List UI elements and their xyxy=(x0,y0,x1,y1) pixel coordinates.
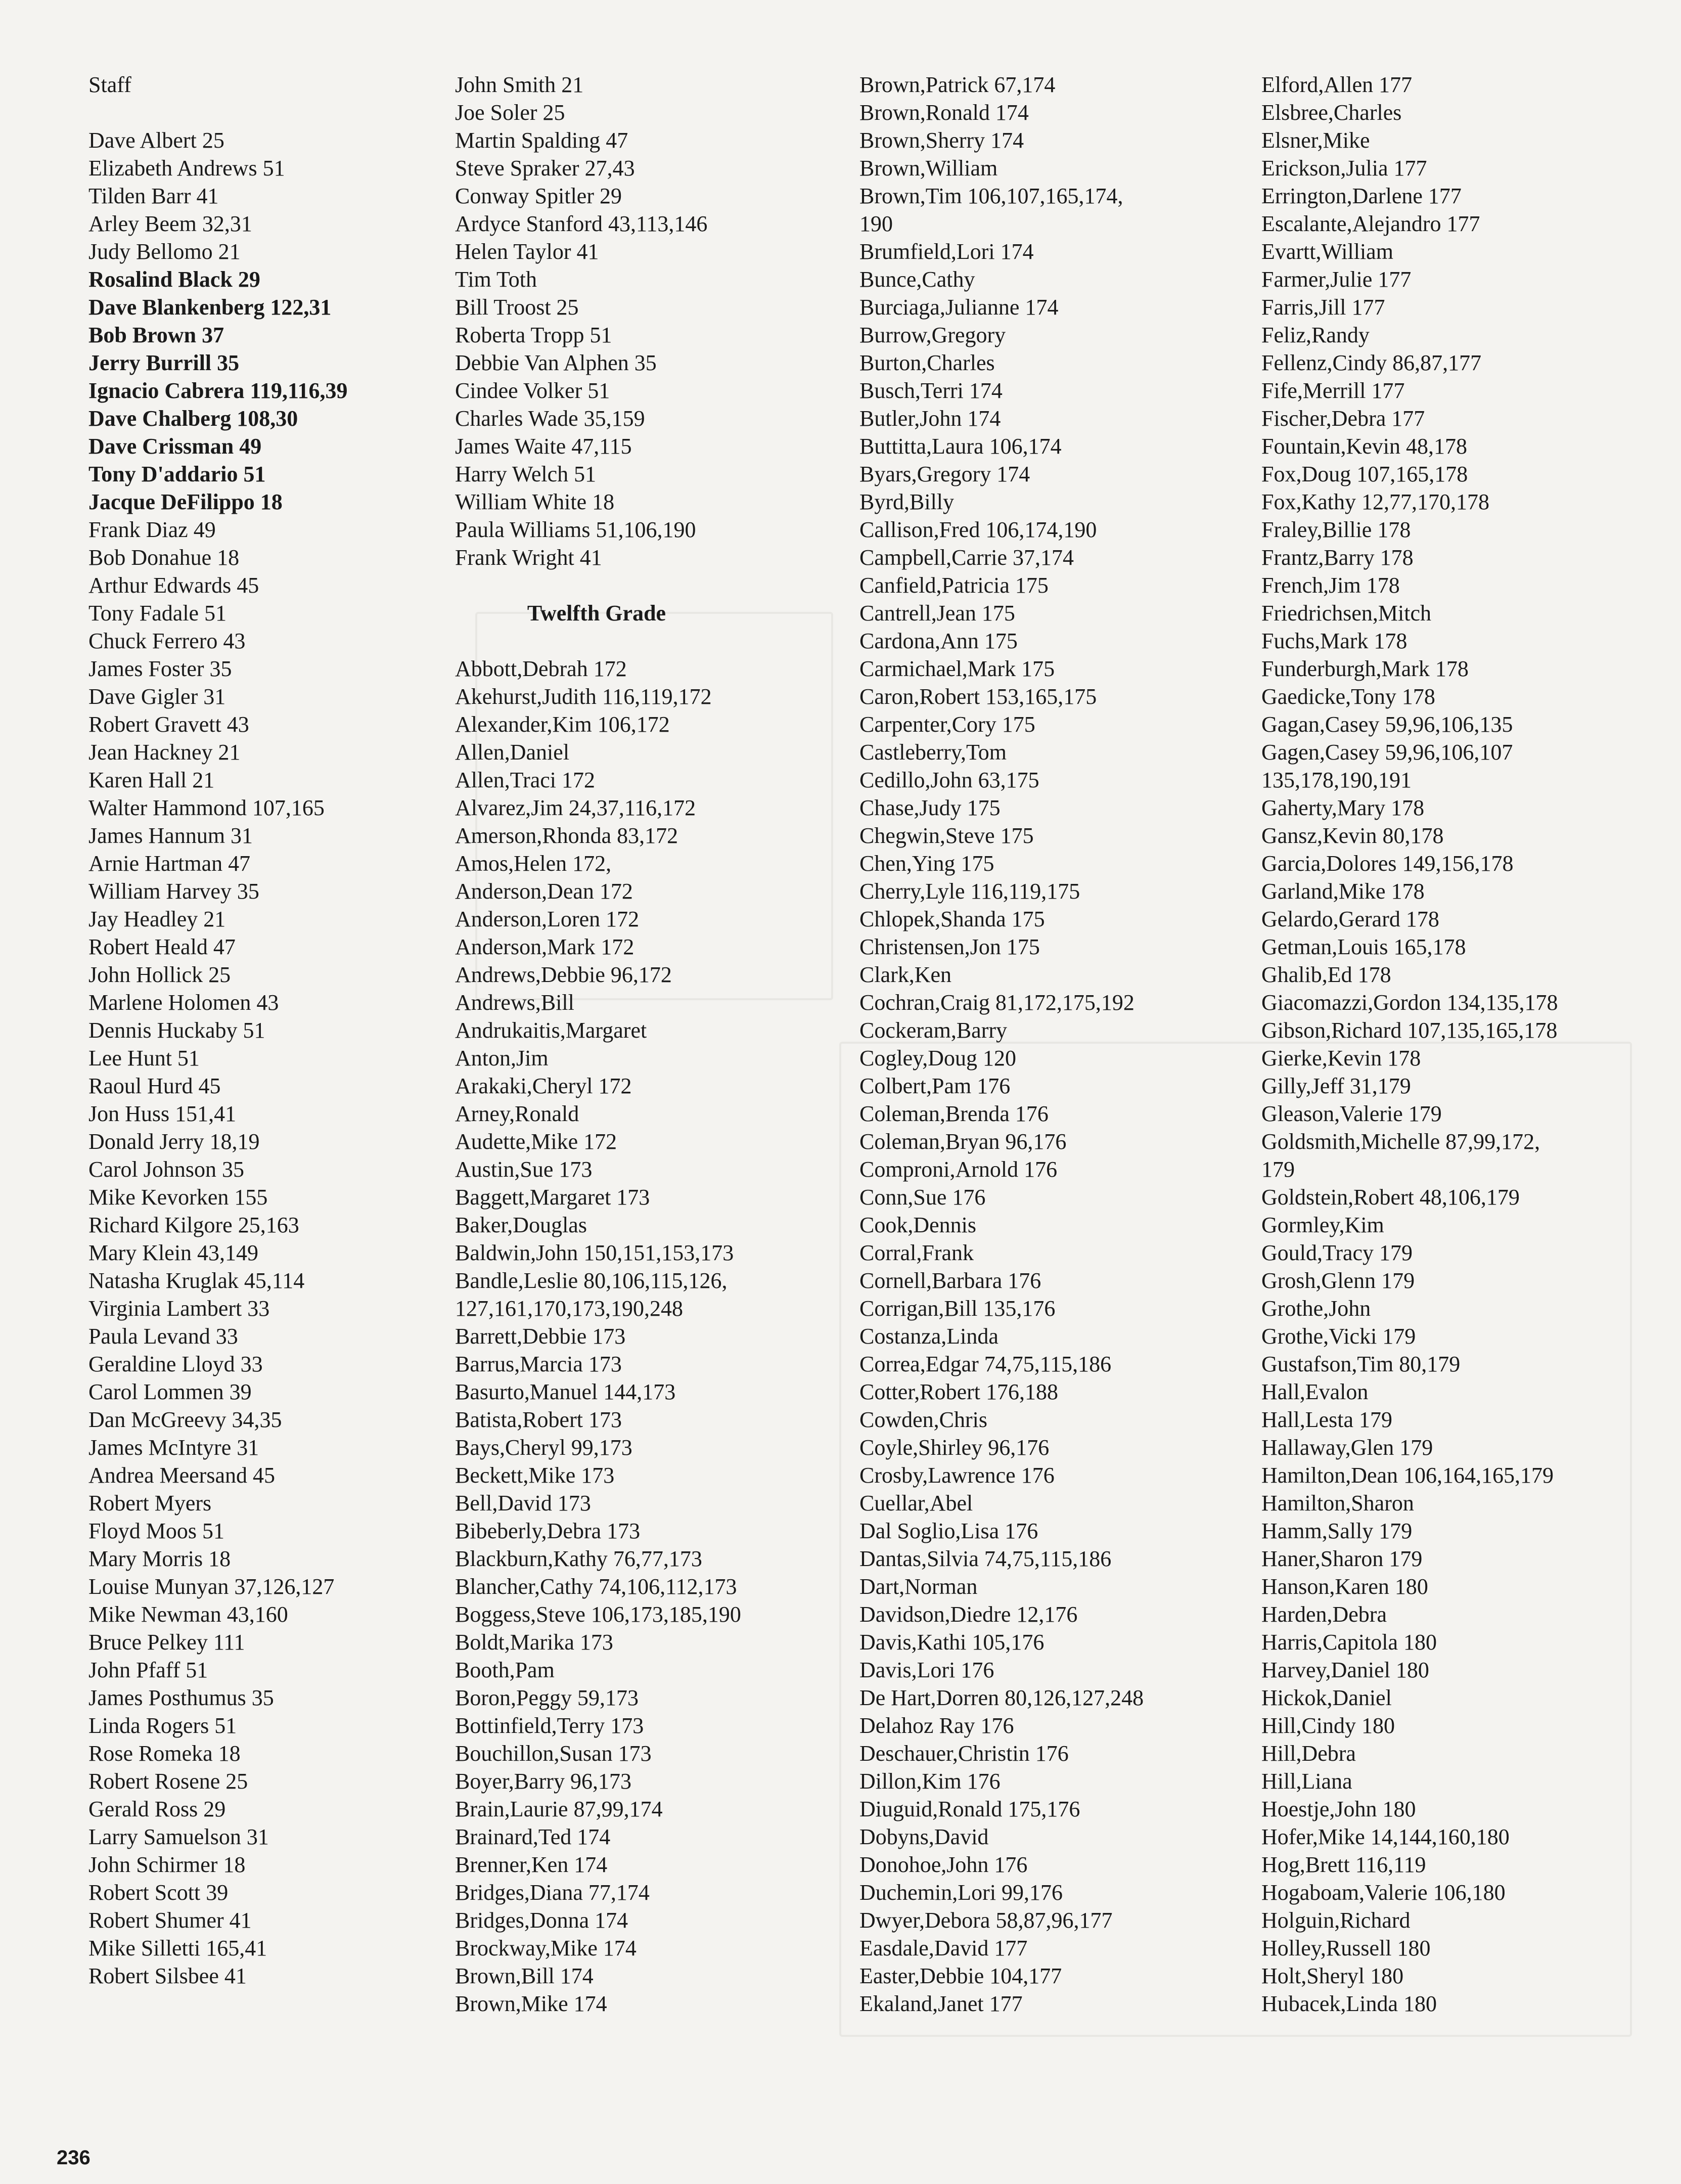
index-entry: Dan McGreevy 34,35 xyxy=(88,1407,282,1432)
index-entry: Hill,Cindy 180 xyxy=(1261,1713,1395,1738)
index-entry: Hall,Lesta 179 xyxy=(1261,1407,1393,1432)
index-entry: Blancher,Cathy 74,106,112,173 xyxy=(455,1574,737,1599)
index-entry: Campbell,Carrie 37,174 xyxy=(859,545,1074,570)
index-entry: Arakaki,Cheryl 172 xyxy=(455,1074,632,1098)
index-entry: Brown,William xyxy=(859,156,998,181)
index-entry: Anderson,Mark 172 xyxy=(455,934,634,959)
index-entry: Judy Bellomo 21 xyxy=(88,239,241,264)
index-entry: Cornell,Barbara 176 xyxy=(859,1268,1041,1293)
index-entry: Burciaga,Julianne 174 xyxy=(859,295,1059,320)
index-entry: Linda Rogers 51 xyxy=(88,1713,237,1738)
index-entry: Fife,Merrill 177 xyxy=(1261,378,1405,403)
index-entry: Barrett,Debbie 173 xyxy=(455,1324,626,1349)
index-entry: Mike Silletti 165,41 xyxy=(88,1936,267,1960)
index-entry: Austin,Sue 173 xyxy=(455,1157,593,1182)
index-entry: Robert Rosene 25 xyxy=(88,1769,248,1794)
index-entry: Brain,Laurie 87,99,174 xyxy=(455,1797,663,1821)
index-entry: Cindee Volker 51 xyxy=(455,378,610,403)
index-entry: Brown,Bill 174 xyxy=(455,1964,594,1988)
index-entry: Conn,Sue 176 xyxy=(859,1185,986,1210)
index-entry: Colbert,Pam 176 xyxy=(859,1074,1011,1098)
index-entry: Evartt,William xyxy=(1261,239,1393,264)
index-entry: Hofer,Mike 14,144,160,180 xyxy=(1261,1824,1510,1849)
index-entry: Rosalind Black 29 xyxy=(88,267,260,292)
index-entry: Carol Lommen 39 xyxy=(88,1379,252,1404)
index-entry: Dave Gigler 31 xyxy=(88,684,226,709)
index-entry: Erickson,Julia 177 xyxy=(1261,156,1427,181)
index-entry: Brainard,Ted 174 xyxy=(455,1824,611,1849)
index-entry: Brockway,Mike 174 xyxy=(455,1936,637,1960)
index-entry: Abbott,Debrah 172 xyxy=(455,656,627,681)
index-entry: James McIntyre 31 xyxy=(88,1435,259,1460)
index-entry: Louise Munyan 37,126,127 xyxy=(88,1574,335,1599)
index-entry: Diuguid,Ronald 175,176 xyxy=(859,1797,1080,1821)
index-entry: Errington,Darlene 177 xyxy=(1261,184,1462,208)
index-entry: Giacomazzi,Gordon 134,135,178 xyxy=(1261,990,1558,1015)
index-entry: Correa,Edgar 74,75,115,186 xyxy=(859,1352,1112,1376)
index-entry: Batista,Robert 173 xyxy=(455,1407,622,1432)
index-entry: Davidson,Diedre 12,176 xyxy=(859,1602,1078,1627)
twelfth-grade-list-c xyxy=(1261,71,1656,2018)
column-staff xyxy=(88,71,432,1990)
index-entry: Frantz,Barry 178 xyxy=(1261,545,1414,570)
index-entry: Amos,Helen 172, xyxy=(455,851,612,876)
index-entry: Hill,Liana xyxy=(1261,1769,1352,1794)
index-entry: Hubacek,Linda 180 xyxy=(1261,1991,1437,2016)
index-entry: Goldstein,Robert 48,106,179 xyxy=(1261,1185,1520,1210)
index-entry: Brumfield,Lori 174 xyxy=(859,239,1034,264)
index-entry: Boldt,Marika 173 xyxy=(455,1630,613,1655)
index-entry: Grothe,Vicki 179 xyxy=(1261,1324,1416,1349)
index-entry: Booth,Pam xyxy=(455,1658,555,1682)
index-entry: Brenner,Ken 174 xyxy=(455,1852,608,1877)
index-entry: Gansz,Kevin 80,178 xyxy=(1261,823,1444,848)
index-entry: Debbie Van Alphen 35 xyxy=(455,350,657,375)
index-entry: Andrews,Debbie 96,172 xyxy=(455,962,672,987)
index-entry: Cantrell,Jean 175 xyxy=(859,601,1015,626)
index-entry: De Hart,Dorren 80,126,127,248 xyxy=(859,1685,1144,1710)
index-entry: Carmichael,Mark 175 xyxy=(859,656,1055,681)
index-entry: Crosby,Lawrence 176 xyxy=(859,1463,1055,1488)
index-entry: Brown,Mike 174 xyxy=(455,1991,607,2016)
index-entry: Elizabeth Andrews 51 xyxy=(88,156,285,181)
index-entry: Caron,Robert 153,165,175 xyxy=(859,684,1097,709)
twelfth-grade-list-a xyxy=(455,655,839,2018)
index-entry: Cardona,Ann 175 xyxy=(859,629,1018,653)
index-entry: Dave Albert 25 xyxy=(88,128,224,153)
index-entry: Jean Hackney 21 xyxy=(88,740,241,765)
index-entry: Holley,Russell 180 xyxy=(1261,1936,1431,1960)
index-entry: Andrea Meersand 45 xyxy=(88,1463,275,1488)
index-entry: James Hannum 31 xyxy=(88,823,253,848)
index-entry: Cotter,Robert 176,188 xyxy=(859,1379,1058,1404)
index-entry: Harris,Capitola 180 xyxy=(1261,1630,1437,1655)
index-entry: Dart,Norman xyxy=(859,1574,978,1599)
index-entry: Ardyce Stanford 43,113,146 xyxy=(455,211,708,236)
index-entry: Friedrichsen,Mitch xyxy=(1261,601,1432,626)
index-entry: Chen,Ying 175 xyxy=(859,851,994,876)
index-entry: Amerson,Rhonda 83,172 xyxy=(455,823,678,848)
index-entry: French,Jim 178 xyxy=(1261,573,1400,598)
index-entry: Arnie Hartman 47 xyxy=(88,851,251,876)
index-entry: Getman,Louis 165,178 xyxy=(1261,934,1466,959)
index-entry: Larry Samuelson 31 xyxy=(88,1824,269,1849)
index-entry: Gibson,Richard 107,135,165,178 xyxy=(1261,1018,1558,1043)
index-entry: Bunce,Cathy xyxy=(859,267,975,292)
index-entry: Bouchillon,Susan 173 xyxy=(455,1741,652,1766)
index-entry: Allen,Traci 172 xyxy=(455,768,596,792)
index-entry: Martin Spalding 47 xyxy=(455,128,628,153)
index-entry: Gustafson,Tim 80,179 xyxy=(1261,1352,1461,1376)
index-entry: Dave Blankenberg 122,31 xyxy=(88,295,332,320)
index-entry: Mike Kevorken 155 xyxy=(88,1185,268,1210)
index-entry: Arthur Edwards 45 xyxy=(88,573,259,598)
index-entry: Anderson,Loren 172 xyxy=(455,907,640,931)
index-entry: Feliz,Randy xyxy=(1261,323,1370,347)
index-entry: Mary Klein 43,149 xyxy=(88,1240,259,1265)
index-entry: Bridges,Donna 174 xyxy=(455,1908,628,1933)
index-entry: Coleman,Bryan 96,176 xyxy=(859,1129,1067,1154)
index-entry: James Posthumus 35 xyxy=(88,1685,274,1710)
staff-list xyxy=(88,126,432,1990)
index-entry: Gilly,Jeff 31,179 xyxy=(1261,1074,1411,1098)
index-entry: William Harvey 35 xyxy=(88,879,259,904)
index-entry: Dobyns,David xyxy=(859,1824,989,1849)
index-entry: Bottinfield,Terry 173 xyxy=(455,1713,644,1738)
index-entry: Brown,Patrick 67,174 xyxy=(859,72,1056,97)
index-entry: Floyd Moos 51 xyxy=(88,1519,224,1543)
index-entry: Blackburn,Kathy 76,77,173 xyxy=(455,1546,702,1571)
index-entry: Chlopek,Shanda 175 xyxy=(859,907,1045,931)
index-entry: Bruce Pelkey 111 xyxy=(88,1630,245,1655)
index-entry: Akehurst,Judith 116,119,172 xyxy=(455,684,712,709)
index-entry: Carol Johnson 35 xyxy=(88,1157,244,1182)
index-entry: Deschauer,Christin 176 xyxy=(859,1741,1069,1766)
index-entry: Farris,Jill 177 xyxy=(1261,295,1385,320)
index-entry: Donohoe,John 176 xyxy=(859,1852,1028,1877)
index-entry: Fraley,Billie 178 xyxy=(1261,517,1411,542)
index-entry: 190 xyxy=(859,211,893,236)
index-entry: Hickok,Daniel xyxy=(1261,1685,1392,1710)
index-entry: Easter,Debbie 104,177 xyxy=(859,1964,1062,1988)
index-entry: Hamilton,Dean 106,164,165,179 xyxy=(1261,1463,1554,1488)
page-number: 236 xyxy=(57,2147,90,2169)
index-entry: Byars,Gregory 174 xyxy=(859,462,1030,486)
index-entry: Joe Soler 25 xyxy=(455,100,565,125)
index-entry: Coyle,Shirley 96,176 xyxy=(859,1435,1050,1460)
index-entry: Steve Spraker 27,43 xyxy=(455,156,635,181)
column-3 xyxy=(859,71,1249,2018)
index-entry: Elsbree,Charles xyxy=(1261,100,1402,125)
index-entry: Dennis Huckaby 51 xyxy=(88,1018,265,1043)
index-entry: Hall,Evalon xyxy=(1261,1379,1369,1404)
index-entry: William White 18 xyxy=(455,489,615,514)
index-entry: Jay Headley 21 xyxy=(88,907,226,931)
index-entry: Jerry Burrill 35 xyxy=(88,350,240,375)
index-entry: Paula Williams 51,106,190 xyxy=(455,517,696,542)
index-entry: Gleason,Valerie 179 xyxy=(1261,1101,1442,1126)
index-entry: Corral,Frank xyxy=(859,1240,974,1265)
index-entry: Robert Gravett 43 xyxy=(88,712,249,737)
index-entry: James Foster 35 xyxy=(88,656,232,681)
index-entry: Frank Diaz 49 xyxy=(88,517,216,542)
index-entry: Fox,Kathy 12,77,170,178 xyxy=(1261,489,1489,514)
index-entry: Natasha Kruglak 45,114 xyxy=(88,1268,305,1293)
index-entry: Carpenter,Cory 175 xyxy=(859,712,1035,737)
index-entry: Gerald Ross 29 xyxy=(88,1797,226,1821)
index-entry: Rose Romeka 18 xyxy=(88,1741,241,1766)
index-entry: Ekaland,Janet 177 xyxy=(859,1991,1023,2016)
index-entry: Garland,Mike 178 xyxy=(1261,879,1425,904)
index-entry: Gould,Tracy 179 xyxy=(1261,1240,1413,1265)
index-entry: Conway Spitler 29 xyxy=(455,184,622,208)
index-entry: Gaherty,Mary 178 xyxy=(1261,795,1425,820)
index-entry: Delahoz Ray 176 xyxy=(859,1713,1014,1738)
index-entry: John Schirmer 18 xyxy=(88,1852,246,1877)
index-entry: Duchemin,Lori 99,176 xyxy=(859,1880,1063,1905)
index-entry: Baggett,Margaret 173 xyxy=(455,1185,650,1210)
index-entry: John Hollick 25 xyxy=(88,962,231,987)
index-entry: Bob Donahue 18 xyxy=(88,545,240,570)
index-entry: Tilden Barr 41 xyxy=(88,184,219,208)
column-4 xyxy=(1261,71,1656,2018)
index-entry: Buttitta,Laura 106,174 xyxy=(859,434,1062,459)
index-entry: Bridges,Diana 77,174 xyxy=(455,1880,650,1905)
index-entry: Canfield,Patricia 175 xyxy=(859,573,1049,598)
index-entry: Boggess,Steve 106,173,185,190 xyxy=(455,1602,741,1627)
index-entry: Paula Levand 33 xyxy=(88,1324,238,1349)
index-entry: Bob Brown 37 xyxy=(88,323,224,347)
index-entry: Mike Newman 43,160 xyxy=(88,1602,288,1627)
index-entry: Davis,Kathi 105,176 xyxy=(859,1630,1044,1655)
index-entry: Ghalib,Ed 178 xyxy=(1261,962,1391,987)
index-entry: Robert Silsbee 41 xyxy=(88,1964,247,1988)
index-entry: Fountain,Kevin 48,178 xyxy=(1261,434,1467,459)
index-entry: Cherry,Lyle 116,119,175 xyxy=(859,879,1080,904)
staff-list-continued xyxy=(455,71,839,571)
index-entry: Davis,Lori 176 xyxy=(859,1658,994,1682)
index-entry: Fischer,Debra 177 xyxy=(1261,406,1425,431)
index-entry: 127,161,170,173,190,248 xyxy=(455,1296,683,1321)
index-entry: Bell,David 173 xyxy=(455,1491,591,1516)
index-entry: Tony D'addario 51 xyxy=(88,462,266,486)
index-entry: John Smith 21 xyxy=(455,72,584,97)
index-entry: Fellenz,Cindy 86,87,177 xyxy=(1261,350,1482,375)
index-entry: Hoestje,John 180 xyxy=(1261,1797,1416,1821)
index-entry: Donald Jerry 18,19 xyxy=(88,1129,260,1154)
index-entry: Barrus,Marcia 173 xyxy=(455,1352,622,1376)
index-entry: Elsner,Mike xyxy=(1261,128,1370,153)
index-entry: Marlene Holomen 43 xyxy=(88,990,279,1015)
twelfth-grade-heading: Twelfth Grade xyxy=(527,601,666,626)
index-entry: Tim Toth xyxy=(455,267,537,292)
index-entry: Helen Taylor 41 xyxy=(455,239,599,264)
index-entry: Coleman,Brenda 176 xyxy=(859,1101,1049,1126)
index-entry: Cochran,Craig 81,172,175,192 xyxy=(859,990,1134,1015)
index-entry: Tony Fadale 51 xyxy=(88,601,227,626)
index-entry: Richard Kilgore 25,163 xyxy=(88,1213,299,1237)
index-entry: Chase,Judy 175 xyxy=(859,795,1001,820)
index-entry: Dillon,Kim 176 xyxy=(859,1769,1001,1794)
index-entry: Roberta Tropp 51 xyxy=(455,323,612,347)
index-entry: James Waite 47,115 xyxy=(455,434,632,459)
index-entry: Dwyer,Debora 58,87,96,177 xyxy=(859,1908,1113,1933)
index-entry: Bays,Cheryl 99,173 xyxy=(455,1435,632,1460)
index-entry: Gaedicke,Tony 178 xyxy=(1261,684,1435,709)
index-entry: 135,178,190,191 xyxy=(1261,768,1412,792)
staff-heading: Staff xyxy=(88,72,131,97)
index-entry: Boyer,Barry 96,173 xyxy=(455,1769,631,1794)
index-entry: Arney,Ronald xyxy=(455,1101,579,1126)
index-entry: Beckett,Mike 173 xyxy=(455,1463,615,1488)
index-entry: Dave Chalberg 108,30 xyxy=(88,406,298,431)
index-entry: Cuellar,Abel xyxy=(859,1491,973,1516)
index-entry: Hamm,Sally 179 xyxy=(1261,1519,1413,1543)
index-entry: Boron,Peggy 59,173 xyxy=(455,1685,639,1710)
index-entry: Easdale,David 177 xyxy=(859,1936,1028,1960)
index-entry: Bibeberly,Debra 173 xyxy=(455,1519,641,1543)
index-entry: Ignacio Cabrera 119,116,39 xyxy=(88,378,348,403)
index-entry: Harvey,Daniel 180 xyxy=(1261,1658,1429,1682)
index-entry: Burton,Charles xyxy=(859,350,995,375)
index-entry: Escalante,Alejandro 177 xyxy=(1261,211,1480,236)
index-entry: Allen,Daniel xyxy=(455,740,570,765)
index-entry: Jacque DeFilippo 18 xyxy=(88,489,283,514)
index-entry: Harden,Debra xyxy=(1261,1602,1387,1627)
index-entry: Hamilton,Sharon xyxy=(1261,1491,1414,1516)
index-entry: Garcia,Dolores 149,156,178 xyxy=(1261,851,1514,876)
index-entry: Andrukaitis,Margaret xyxy=(455,1018,647,1043)
index-entry: Anton,Jim xyxy=(455,1046,549,1071)
index-entry: Audette,Mike 172 xyxy=(455,1129,617,1154)
index-entry: Comproni,Arnold 176 xyxy=(859,1157,1058,1182)
index-entry: Andrews,Bill xyxy=(455,990,574,1015)
index-entry: Robert Heald 47 xyxy=(88,934,236,959)
index-entry: Burrow,Gregory xyxy=(859,323,1006,347)
index-entry: Jon Huss 151,41 xyxy=(88,1101,237,1126)
index-entry: Frank Wright 41 xyxy=(455,545,602,570)
index-entry: Raoul Hurd 45 xyxy=(88,1074,221,1098)
index-entry: Butler,John 174 xyxy=(859,406,1001,431)
index-entry: Byrd,Billy xyxy=(859,489,955,514)
index-entry: Walter Hammond 107,165 xyxy=(88,795,325,820)
index-entry: Clark,Ken xyxy=(859,962,952,987)
index-entry: Elford,Allen 177 xyxy=(1261,72,1413,97)
index-entry: Robert Shumer 41 xyxy=(88,1908,252,1933)
index-entry: Goldsmith,Michelle 87,99,172, xyxy=(1261,1129,1540,1154)
index-entry: Holguin,Richard xyxy=(1261,1908,1411,1933)
index-entry: Grothe,John xyxy=(1261,1296,1371,1321)
index-entry: Gierke,Kevin 178 xyxy=(1261,1046,1421,1071)
index-entry: Haner,Sharon 179 xyxy=(1261,1546,1423,1571)
index-entry: Gormley,Kim xyxy=(1261,1213,1384,1237)
index-entry: Charles Wade 35,159 xyxy=(455,406,645,431)
index-entry: Robert Scott 39 xyxy=(88,1880,229,1905)
index-entry: Chegwin,Steve 175 xyxy=(859,823,1034,848)
index-entry: 179 xyxy=(1261,1157,1295,1182)
index-entry: Robert Myers xyxy=(88,1491,212,1516)
index-entry: Brown,Sherry 174 xyxy=(859,128,1024,153)
index-entry: Holt,Sheryl 180 xyxy=(1261,1964,1404,1988)
index-entry: Baker,Douglas xyxy=(455,1213,587,1237)
index-entry: Dave Crissman 49 xyxy=(88,434,262,459)
index-entry: Alexander,Kim 106,172 xyxy=(455,712,670,737)
twelfth-grade-list-b xyxy=(859,71,1249,2018)
index-entry: Dantas,Silvia 74,75,115,186 xyxy=(859,1546,1112,1571)
index-entry: Bandle,Leslie 80,106,115,126, xyxy=(455,1268,728,1293)
index-entry: Gelardo,Gerard 178 xyxy=(1261,907,1439,931)
index-entry: Fox,Doug 107,165,178 xyxy=(1261,462,1468,486)
index-entry: Anderson,Dean 172 xyxy=(455,879,633,904)
index-entry: Hanson,Karen 180 xyxy=(1261,1574,1428,1599)
index-entry: Geraldine Lloyd 33 xyxy=(88,1352,263,1376)
index-entry: Hog,Brett 116,119 xyxy=(1261,1852,1426,1877)
index-entry: Castleberry,Tom xyxy=(859,740,1007,765)
index-entry: Busch,Terri 174 xyxy=(859,378,1003,403)
index-entry: Costanza,Linda xyxy=(859,1324,998,1349)
index-entry: Virginia Lambert 33 xyxy=(88,1296,270,1321)
index-entry: Brown,Ronald 174 xyxy=(859,100,1029,125)
index-entry: Gagen,Casey 59,96,106,107 xyxy=(1261,740,1513,765)
index-entry: Basurto,Manuel 144,173 xyxy=(455,1379,676,1404)
index-entry: Mary Morris 18 xyxy=(88,1546,231,1571)
index-entry: Farmer,Julie 177 xyxy=(1261,267,1412,292)
index-entry: Funderburgh,Mark 178 xyxy=(1261,656,1469,681)
index-entry: Brown,Tim 106,107,165,174, xyxy=(859,184,1123,208)
index-entry: Harry Welch 51 xyxy=(455,462,597,486)
index-entry: Christensen,Jon 175 xyxy=(859,934,1040,959)
index-entry: Baldwin,John 150,151,153,173 xyxy=(455,1240,734,1265)
index-entry: Hogaboam,Valerie 106,180 xyxy=(1261,1880,1506,1905)
index-entry: Hill,Debra xyxy=(1261,1741,1356,1766)
index-entry: Arley Beem 32,31 xyxy=(88,211,252,236)
index-entry: Corrigan,Bill 135,176 xyxy=(859,1296,1056,1321)
index-entry: Dal Soglio,Lisa 176 xyxy=(859,1519,1038,1543)
index-entry: Chuck Ferrero 43 xyxy=(88,629,246,653)
index-entry: Cowden,Chris xyxy=(859,1407,987,1432)
index-entry: Callison,Fred 106,174,190 xyxy=(859,517,1097,542)
index-entry: Cockeram,Barry xyxy=(859,1018,1007,1043)
index-entry: Bill Troost 25 xyxy=(455,295,579,320)
index-entry: Alvarez,Jim 24,37,116,172 xyxy=(455,795,696,820)
index-entry: Lee Hunt 51 xyxy=(88,1046,200,1071)
index-entry: Fuchs,Mark 178 xyxy=(1261,629,1407,653)
index-entry: Cedillo,John 63,175 xyxy=(859,768,1039,792)
index-entry: Karen Hall 21 xyxy=(88,768,215,792)
index-entry: Grosh,Glenn 179 xyxy=(1261,1268,1415,1293)
index-entry: Gagan,Casey 59,96,106,135 xyxy=(1261,712,1513,737)
index-entry: Cook,Dennis xyxy=(859,1213,976,1237)
index-entry: Hallaway,Glen 179 xyxy=(1261,1435,1433,1460)
index-entry: John Pfaff 51 xyxy=(88,1658,208,1682)
index-entry: Cogley,Doug 120 xyxy=(859,1046,1017,1071)
column-2 xyxy=(455,71,839,2018)
